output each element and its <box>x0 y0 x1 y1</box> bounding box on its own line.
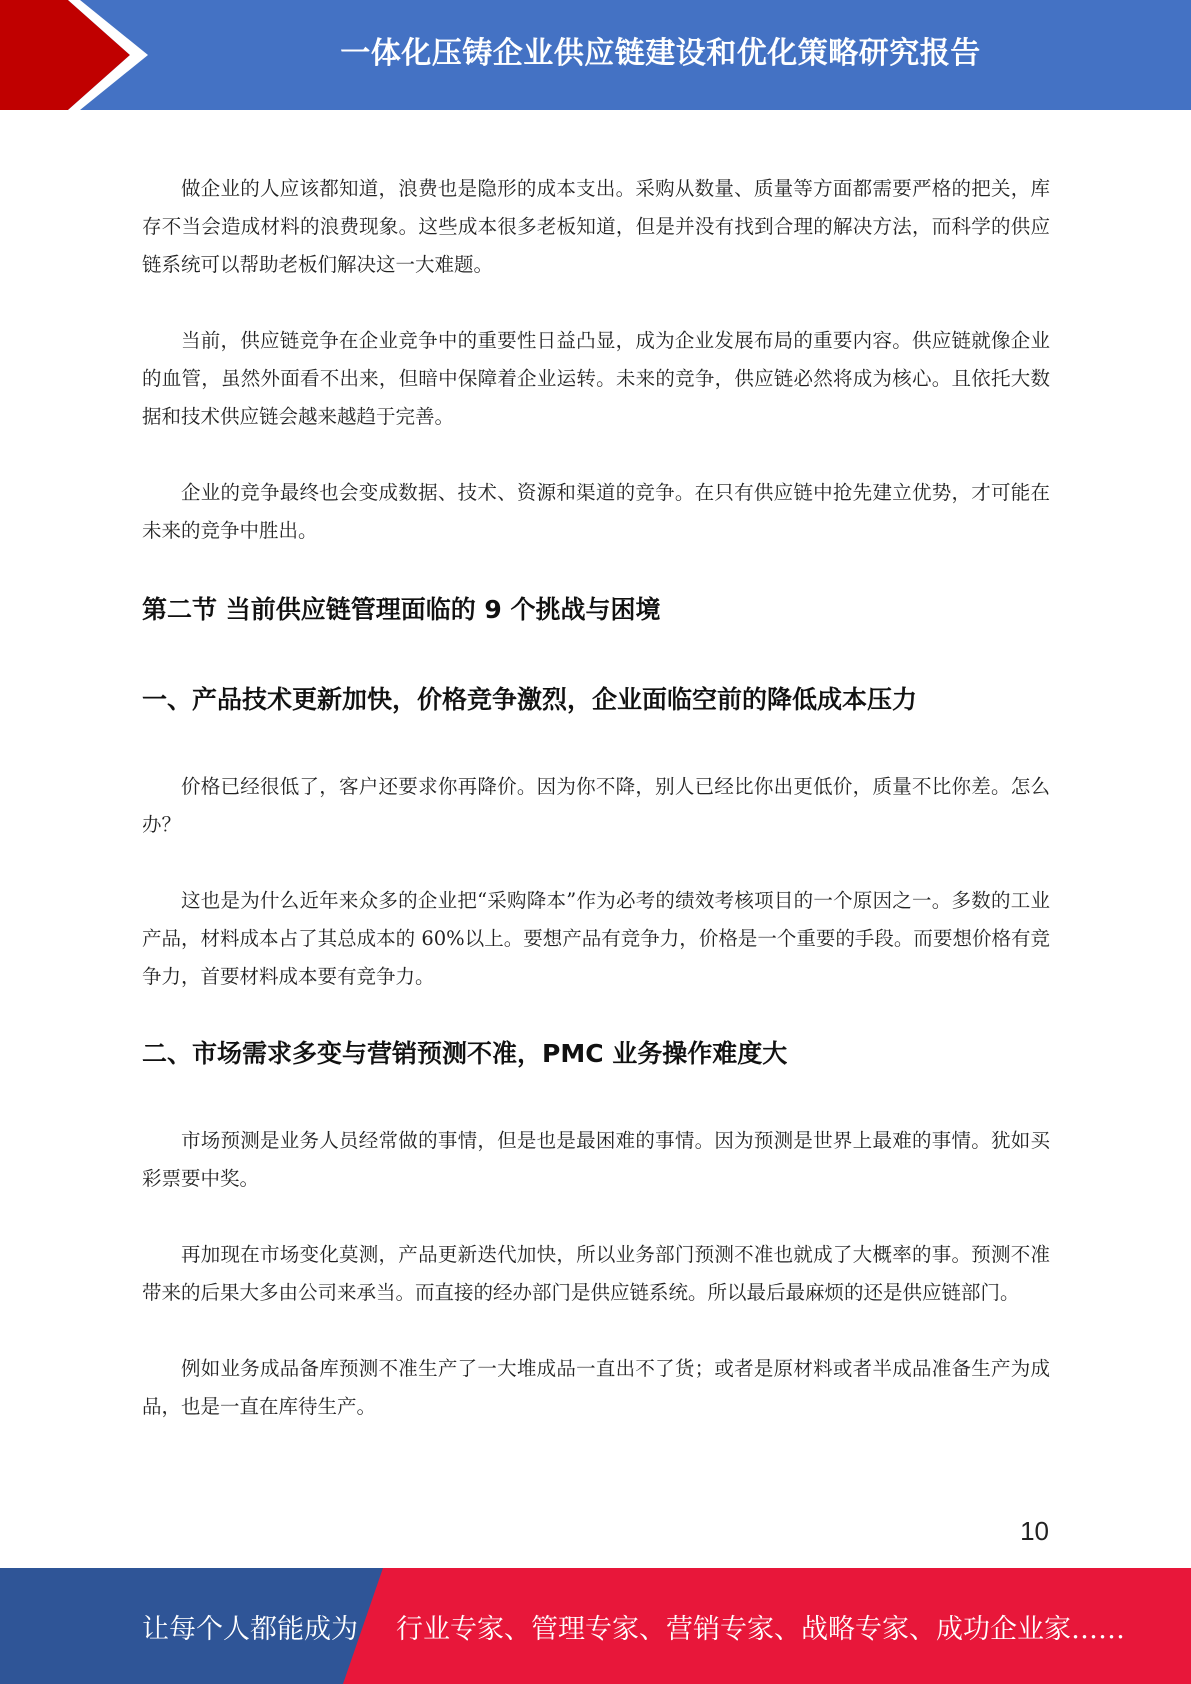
footer-slogan-left: 让每个人都能成为 <box>142 1613 358 1645</box>
page-number: 10 <box>1020 1516 1049 1546</box>
section-heading: 第二节 当前供应链管理面临的 9 个挑战与困境 <box>142 595 661 624</box>
subsection-heading-2: 二、市场需求多变与营销预测不准，PMC 业务操作难度大 <box>142 1039 788 1068</box>
paragraph: 再加现在市场变化莫测，产品更新迭代加快，所以业务部门预测不准也就成了大概率的事。预测不准带来的后果大多由公司来承当。而直接的经办部门是供应链系统。所以最后最麻烦的还是供应链部门。 <box>142 1243 1050 1304</box>
footer-slogan-right: 行业专家、管理专家、营销专家、战略专家、成功企业家…… <box>396 1613 1125 1645</box>
paragraph: 做企业的人应该都知道，浪费也是隐形的成本支出。采购从数量、质量等方面都需要严格的把关，库存不当会造成材料的浪费现象。这些成本很多老板知道，但是并没有找到合理的解决方法，而科学的供应链系统可以帮助老板们解决这一大难题。 <box>142 177 1050 276</box>
footer-banner <box>0 1568 1191 1684</box>
paragraph: 例如业务成品备库预测不准生产了一大堆成品一直出不了货；或者是原材料或者半成品准备生产为成品，也是一直在库待生产。 <box>142 1357 1050 1418</box>
paragraph: 市场预测是业务人员经常做的事情，但是也是最困难的事情。因为预测是世界上最难的事情。犹如买彩票要中奖。 <box>142 1129 1050 1190</box>
subsection-heading-1: 一、产品技术更新加快，价格竞争激烈，企业面临空前的降低成本压力 <box>142 685 918 714</box>
header-banner <box>0 0 1191 110</box>
paragraph: 企业的竞争最终也会变成数据、技术、资源和渠道的竞争。在只有供应链中抢先建立优势，才可能在未来的竞争中胜出。 <box>142 481 1050 542</box>
paragraph: 这也是为什么近年来众多的企业把“采购降本”作为必考的绩效考核项目的一个原因之一。多数的工业产品，材料成本占了其总成本的 60%以上。要想产品有竞争力，价格是一个重要的手段。而要想价格有竞争力，首要材料成本要有竞争力。 <box>142 889 1050 988</box>
document-body <box>142 170 1050 1464</box>
paragraph: 当前，供应链竞争在企业竞争中的重要性日益凸显，成为企业发展布局的重要内容。供应链就像企业的血管，虽然外面看不出来，但暗中保障着企业运转。未来的竞争，供应链必然将成为核心。且依托大数据和技术供应链会越来越趋于完善。 <box>142 329 1050 428</box>
header-chevron-icon <box>0 0 160 110</box>
paragraph: 价格已经很低了，客户还要求你再降价。因为你不降，别人已经比你出更低价，质量不比你差。怎么办？ <box>142 775 1050 836</box>
document-title: 一体化压铸企业供应链建设和优化策略研究报告 <box>340 36 981 71</box>
